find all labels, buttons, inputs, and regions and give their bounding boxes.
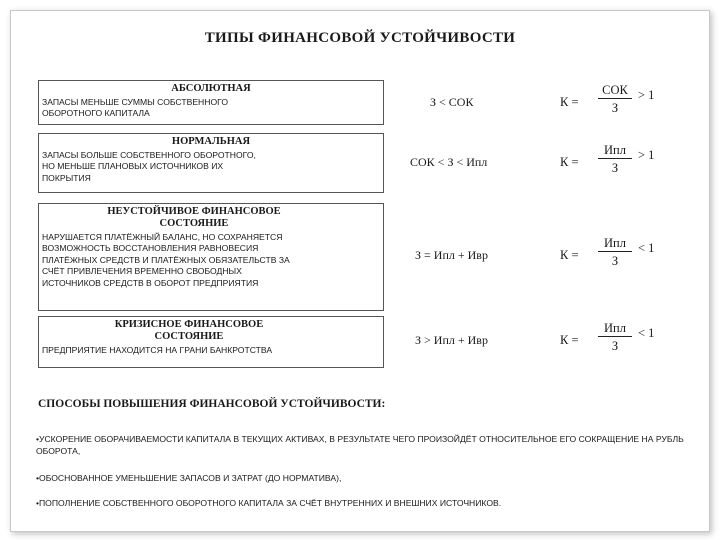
page-title: ТИПЫ ФИНАНСОВОЙ УСТОЙЧИВОСТИ [204, 30, 516, 46]
type-heading: НЕУСТОЙЧИВОЕ ФИНАНСОВОЕ СОСТОЯНИЕ [107, 206, 281, 229]
description-line: ПЛАТЁЖНЫХ СРЕДСТВ И ПЛАТЁЖНЫХ ОБЯЗАТЕЛЬСТВ ЗА [42, 254, 290, 265]
formula-lhs: К = [560, 95, 579, 109]
method-item: •ОБОСНОВАННОЕ УМЕНЬШЕНИЕ ЗАПАСОВ И ЗАТРАТ (ДО НОРМАТИВА), [36, 473, 342, 483]
description-line: ЗАПАСЫ МЕНЬШЕ СУММЫ СОБСТВЕННОГО [42, 97, 229, 107]
condition-normal: СОК < З < Ипл [410, 155, 488, 169]
type-box-unstable [38, 203, 384, 311]
description-line: ОБОРОТНОГО КАПИТАЛА [42, 108, 150, 119]
description-line: НО МЕНЬШЕ ПЛАНОВЫХ ИСТОЧНИКОВ ИХ [42, 161, 224, 172]
formula-comparison: > 1 [638, 148, 655, 162]
type-box-absolute [38, 80, 384, 125]
description-line: ИСТОЧНИКОВ СРЕДСТВ В ОБОРОТ ПРЕДПРИЯТИЯ [42, 277, 259, 288]
methods-heading: СПОСОБЫ ПОВЫШЕНИЯ ФИНАНСОВОЙ УСТОЙЧИВОСТИ: [38, 398, 386, 410]
type-description [39, 343, 383, 358]
description-line: ПОКРЫТИЯ [42, 172, 91, 183]
formula-numerator: Ипл [604, 143, 626, 157]
formula-denominator: З [611, 101, 619, 115]
type-description [39, 230, 383, 291]
condition-crisis: З > Ипл + Ивр [415, 333, 488, 347]
description-line: СЧЁТ ПРИВЛЕЧЕНИЯ ВРЕМЕННО СВОБОДНЫХ [42, 266, 242, 277]
fraction-bar [598, 336, 632, 337]
condition-unstable: З = Ипл + Ивр [415, 248, 488, 262]
type-heading: КРИЗИСНОЕ ФИНАНСОВОЕ СОСТОЯНИЕ [114, 319, 264, 342]
description-line: НАРУШАЕТСЯ ПЛАТЁЖНЫЙ БАЛАНС, НО СОХРАНЯЕТСЯ [42, 232, 283, 242]
formula-denominator: З [611, 161, 619, 175]
formula-numerator: СОК [602, 83, 628, 97]
formula-comparison: < 1 [638, 326, 655, 340]
formula-comparison: < 1 [638, 241, 655, 255]
type-box-normal [38, 133, 384, 193]
description-line: ЗАПАСЫ БОЛЬШЕ СОБСТВЕННОГО ОБОРОТНОГО, [42, 150, 256, 160]
formula-crisis [560, 321, 680, 361]
method-item: •УСКОРЕНИЕ ОБОРАЧИВАЕМОСТИ КАПИТАЛА В ТЕКУЩИХ АКТИВАХ, В РЕЗУЛЬТАТЕ ЧЕГО ПРОИЗОЙДЁТ ОТНОСИТЕЛЬНОЕ ЕГО СОКРАЩЕНИЕ НА РУБЛЬ ОБОРОТА, [36, 434, 684, 456]
formula-absolute [560, 83, 680, 123]
type-heading: НОРМАЛЬНАЯ [171, 136, 251, 147]
condition-absolute: З < СОК [430, 95, 474, 109]
formula-denominator: З [611, 339, 619, 353]
formula-denominator: З [611, 254, 619, 268]
description-line: ПРЕДПРИЯТИЕ НАХОДИТСЯ НА ГРАНИ БАНКРОТСТВА [42, 345, 273, 355]
formula-lhs: К = [560, 155, 579, 169]
fraction-bar [598, 158, 632, 159]
formula-lhs: К = [560, 333, 579, 347]
formula-comparison: > 1 [638, 88, 655, 102]
formula-unstable [560, 236, 680, 276]
type-box-crisis [38, 316, 384, 368]
type-heading: АБСОЛЮТНАЯ [171, 83, 251, 94]
type-description [39, 148, 383, 186]
fraction-bar [598, 98, 632, 99]
formula-numerator: Ипл [604, 321, 626, 335]
formula-numerator: Ипл [604, 236, 626, 250]
formula-lhs: К = [560, 248, 579, 262]
fraction-bar [598, 251, 632, 252]
type-description [39, 95, 383, 122]
description-line: ВОЗМОЖНОСТЬ ВОССТАНОВЛЕНИЯ РАВНОВЕСИЯ [42, 243, 259, 254]
formula-normal [560, 143, 680, 183]
method-item: •ПОПОЛНЕНИЕ СОБСТВЕННОГО ОБОРОТНОГО КАПИТАЛА ЗА СЧЁТ ВНУТРЕННИХ И ВНЕШНИХ ИСТОЧНИКОВ. [36, 498, 502, 508]
